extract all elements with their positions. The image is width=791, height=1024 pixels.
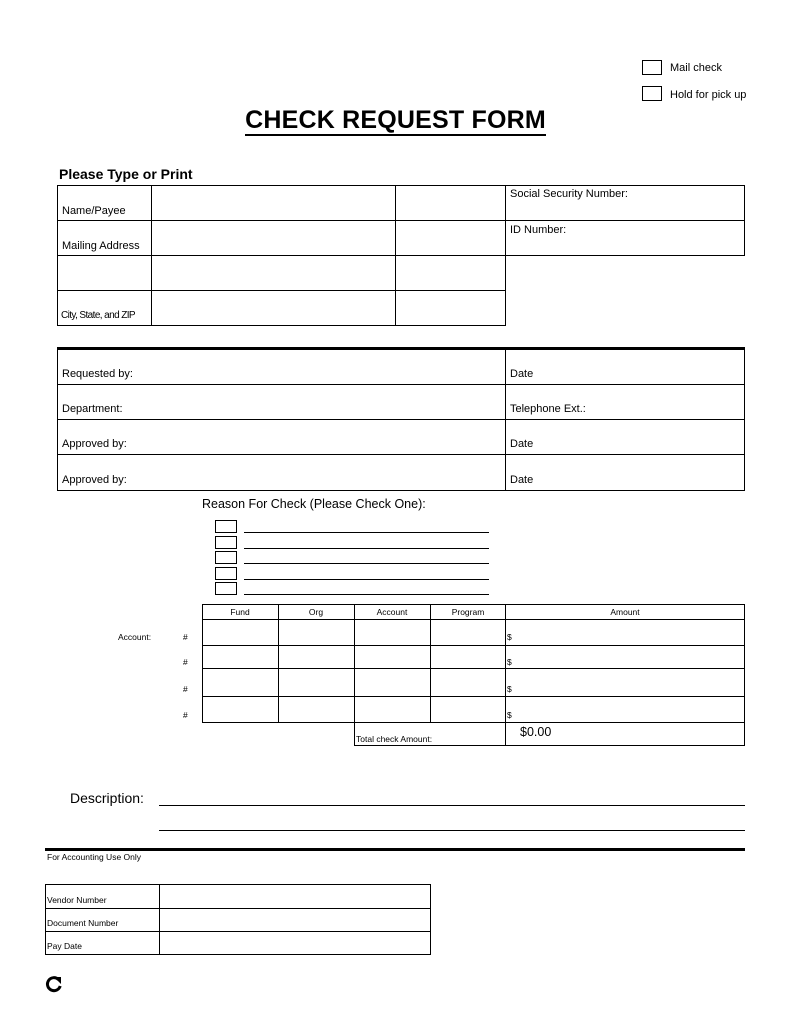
reason-line-5[interactable] <box>244 594 489 595</box>
col-header-account: Account <box>376 607 408 617</box>
approved-by-label-2: Approved by: <box>62 474 127 486</box>
reason-checkbox-5[interactable] <box>215 582 237 595</box>
mailing-address-line2-field[interactable] <box>152 256 395 290</box>
hold-for-pickup-checkbox[interactable] <box>642 86 662 101</box>
currency-sign: $ <box>507 710 512 720</box>
col-header-amount: Amount <box>610 607 640 617</box>
vendor-number-label: Vendor Number <box>47 895 107 905</box>
hash-mark: # <box>183 710 188 720</box>
mailing-address-label: Mailing Address <box>62 240 140 252</box>
brand-logo-icon <box>44 974 64 994</box>
reason-heading: Reason For Check (Please Check One): <box>202 497 426 511</box>
city-state-zip-label: City, State, and ZIP <box>61 310 135 321</box>
hash-mark: # <box>183 632 188 642</box>
document-number-label: Document Number <box>47 918 119 928</box>
name-payee-label: Name/Payee <box>62 205 126 217</box>
col-header-program: Program <box>451 607 485 617</box>
program-cell[interactable] <box>431 620 505 645</box>
col-header-fund: Fund <box>230 607 250 617</box>
approval-date-label-2: Date <box>510 474 534 486</box>
pay-date-field[interactable] <box>160 932 430 954</box>
description-line-2[interactable] <box>159 830 745 831</box>
pay-date-label: Pay Date <box>47 941 82 951</box>
description-label: Description: <box>70 790 144 806</box>
col-header-org: Org <box>308 607 324 617</box>
telephone-ext-label: Telephone Ext.: <box>510 403 586 415</box>
reason-checkbox-1[interactable] <box>215 520 237 533</box>
reason-line-3[interactable] <box>244 563 489 564</box>
currency-sign: $ <box>507 684 512 694</box>
id-number-field[interactable] <box>506 236 744 255</box>
reason-checkbox-4[interactable] <box>215 567 237 580</box>
id-number-label: ID Number: <box>510 224 567 236</box>
vendor-number-field[interactable] <box>160 885 430 908</box>
reason-line-4[interactable] <box>244 579 489 580</box>
hash-mark: # <box>183 657 188 667</box>
org-cell[interactable] <box>279 620 354 645</box>
reason-checkbox-2[interactable] <box>215 536 237 549</box>
reason-checkbox-3[interactable] <box>215 551 237 564</box>
currency-sign: $ <box>507 632 512 642</box>
reason-line-1[interactable] <box>244 532 489 533</box>
mailing-address-field[interactable] <box>152 221 395 255</box>
department-label: Department: <box>62 403 123 415</box>
hash-mark: # <box>183 684 188 694</box>
accounting-divider <box>45 848 745 851</box>
description-line-1[interactable] <box>159 805 745 806</box>
approved-by-label-1: Approved by: <box>62 438 127 450</box>
account-row-label: Account: <box>118 632 152 642</box>
ssn-label: Social Security Number: <box>510 188 628 200</box>
name-payee-field[interactable] <box>152 186 395 220</box>
request-date-label: Date <box>510 368 534 380</box>
hold-for-pickup-label: Hold for pick up <box>670 89 747 101</box>
form-title: CHECK REQUEST FORM <box>245 106 546 134</box>
mail-check-label: Mail check <box>670 62 722 74</box>
total-check-amount-label: Total check Amount: <box>356 734 433 744</box>
mail-check-checkbox[interactable] <box>642 60 662 75</box>
account-cell[interactable] <box>355 620 430 645</box>
fund-cell[interactable] <box>203 620 278 645</box>
city-state-zip-field[interactable] <box>152 291 395 325</box>
amount-cell[interactable] <box>515 620 744 645</box>
currency-sign: $ <box>507 657 512 667</box>
reason-line-2[interactable] <box>244 548 489 549</box>
approval-date-label-1: Date <box>510 438 534 450</box>
instruction-text: Please Type or Print <box>59 166 193 182</box>
document-number-field[interactable] <box>160 909 430 931</box>
ssn-field[interactable] <box>506 200 744 220</box>
total-check-amount-value: $0.00 <box>520 725 552 739</box>
requested-by-label: Requested by: <box>62 368 133 380</box>
accounting-heading: For Accounting Use Only <box>47 852 142 862</box>
